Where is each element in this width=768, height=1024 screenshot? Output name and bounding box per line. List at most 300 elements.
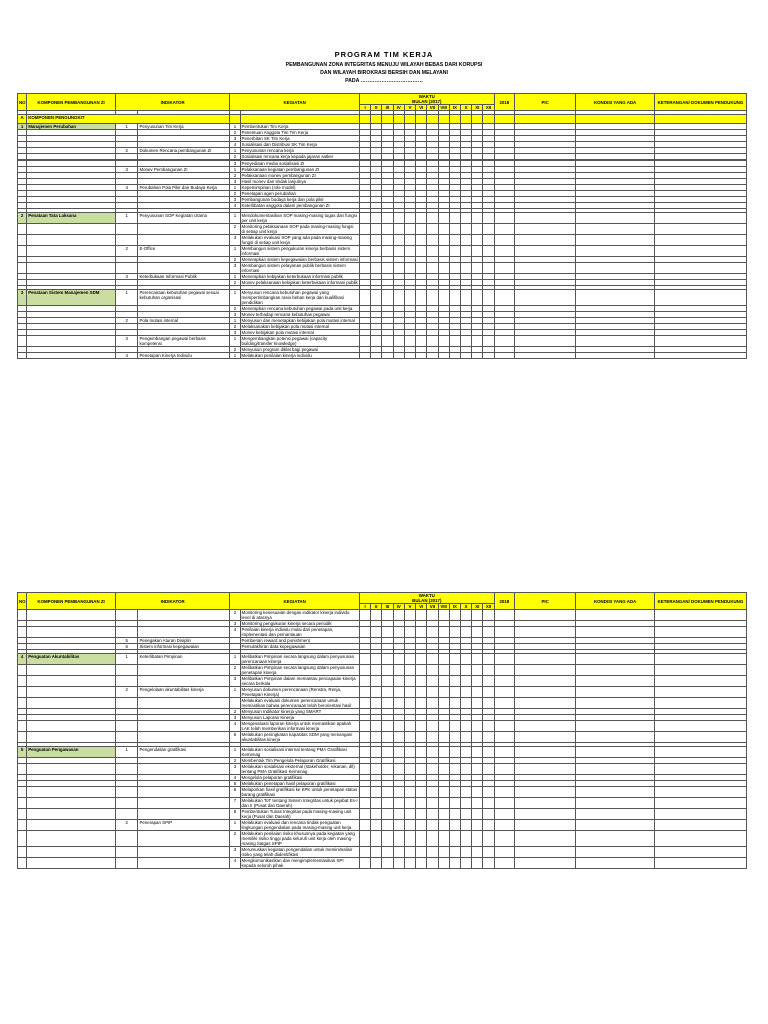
month-cell xyxy=(416,787,427,798)
month-cell xyxy=(382,831,393,847)
month-cell xyxy=(483,809,494,820)
activity-name: Melakukan penilaian risiko khususnya pada kegiatan yang memiliki risiko tinggi pada seluruh unit kerja oleh masing-masing Satgas SPIP xyxy=(240,831,359,847)
month-cell xyxy=(483,353,494,359)
pic-cell xyxy=(515,336,576,347)
month-cell xyxy=(371,224,382,235)
month-cell xyxy=(393,213,404,224)
indicator-number: 2 xyxy=(116,820,138,831)
table-row xyxy=(18,787,747,798)
month-cell xyxy=(427,809,438,820)
component-name xyxy=(27,798,116,809)
activity-number: 3 xyxy=(230,847,240,858)
component-name xyxy=(27,627,116,638)
component-number xyxy=(18,787,27,798)
header-month: VIII xyxy=(438,105,449,111)
section-cell xyxy=(382,115,393,124)
year-2018-cell xyxy=(494,858,514,869)
indicator-number xyxy=(116,732,138,743)
pic-cell xyxy=(515,831,576,847)
keterangan-cell xyxy=(654,847,746,858)
month-cell xyxy=(472,224,483,235)
month-cell xyxy=(404,747,415,758)
keterangan-cell xyxy=(654,809,746,820)
pic-cell xyxy=(515,665,576,676)
indicator-name xyxy=(138,676,230,687)
indicator-number: 1 xyxy=(116,124,138,130)
activity-number: 8 xyxy=(230,809,240,820)
indicator-number xyxy=(116,235,138,246)
activity-number: 2 xyxy=(230,257,240,263)
component-number xyxy=(18,721,27,732)
month-cell xyxy=(483,732,494,743)
indicator-number: 1 xyxy=(116,747,138,758)
keterangan-cell xyxy=(654,654,746,665)
indicator-name: Dokumen Rencana pembangunan ZI xyxy=(138,148,230,154)
month-cell xyxy=(382,798,393,809)
pic-cell xyxy=(515,847,576,858)
activity-number: 4 xyxy=(230,142,240,148)
pic-cell xyxy=(515,698,576,709)
month-cell xyxy=(382,847,393,858)
month-cell xyxy=(404,809,415,820)
activity-number: 3 xyxy=(230,263,240,274)
month-cell xyxy=(404,831,415,847)
month-cell xyxy=(393,336,404,347)
activity-name: Menerapkan kebijakan keterbukaan informasi publik xyxy=(240,274,359,280)
month-cell xyxy=(359,353,370,359)
doc-title: PROGRAM TIM KERJA xyxy=(334,50,434,59)
section-cell xyxy=(416,115,427,124)
month-cell xyxy=(416,224,427,235)
activity-name: Kepemimpinan (role model) xyxy=(240,185,359,191)
month-cell xyxy=(371,721,382,732)
month-cell xyxy=(416,627,427,638)
month-cell xyxy=(483,764,494,775)
indicator-number xyxy=(116,610,138,621)
month-cell xyxy=(449,732,460,743)
month-cell xyxy=(449,698,460,709)
table-row xyxy=(18,290,747,306)
activity-number: 1 xyxy=(230,687,240,698)
table-row xyxy=(18,213,747,224)
keterangan-cell xyxy=(654,820,746,831)
kondisi-cell xyxy=(576,721,655,732)
pic-cell xyxy=(515,747,576,758)
month-cell xyxy=(427,627,438,638)
month-cell xyxy=(427,353,438,359)
month-cell xyxy=(472,831,483,847)
kondisi-cell xyxy=(576,654,655,665)
month-cell xyxy=(404,627,415,638)
month-cell xyxy=(404,610,415,621)
month-cell xyxy=(460,820,471,831)
year-2018-cell xyxy=(494,764,514,775)
month-cell xyxy=(427,721,438,732)
month-cell xyxy=(449,809,460,820)
activity-number: 1 xyxy=(230,274,240,280)
activity-name: Melakukan evaluasi dokumen perencanaan untuk memastikan bahwa perencanaan telah berorientasi hasil xyxy=(240,698,359,709)
month-cell xyxy=(460,263,471,274)
month-cell xyxy=(416,336,427,347)
indicator-name xyxy=(138,665,230,676)
month-cell xyxy=(393,246,404,257)
month-cell xyxy=(371,246,382,257)
kondisi-cell xyxy=(576,263,655,274)
month-cell xyxy=(460,732,471,743)
month-cell xyxy=(438,336,449,347)
year-2018-cell xyxy=(494,353,514,359)
month-cell xyxy=(371,831,382,847)
header-month: IX xyxy=(449,604,460,610)
activity-number: 2 xyxy=(230,280,240,286)
pic-cell xyxy=(515,820,576,831)
header-pic: PIC xyxy=(515,593,576,610)
month-cell xyxy=(483,787,494,798)
section-cell xyxy=(515,115,576,124)
month-cell xyxy=(438,213,449,224)
header-month: I xyxy=(359,105,370,111)
activity-number: 2 xyxy=(230,224,240,235)
keterangan-cell xyxy=(654,353,746,359)
month-cell xyxy=(416,654,427,665)
month-cell xyxy=(404,820,415,831)
pic-cell xyxy=(515,224,576,235)
activity-name: Melibatkan Pimpinan secara langsung dalam penyusunan penetapan kinerja xyxy=(240,665,359,676)
month-cell xyxy=(371,263,382,274)
indicator-number: 2 xyxy=(116,148,138,154)
indicator-name xyxy=(138,764,230,775)
month-cell xyxy=(404,263,415,274)
activity-name: Monitoring kesesuaian dengan indikator kinerja individu level di atasnya xyxy=(240,610,359,621)
month-cell xyxy=(359,224,370,235)
activity-name: Hasil monev dan tindak lanjutnya xyxy=(240,179,359,185)
indicator-name xyxy=(138,732,230,743)
month-cell xyxy=(371,809,382,820)
month-cell xyxy=(460,764,471,775)
month-cell xyxy=(438,627,449,638)
activity-number: 2 xyxy=(230,154,240,160)
section-cell xyxy=(654,115,746,124)
month-cell xyxy=(460,224,471,235)
activity-number: 2 xyxy=(230,610,240,621)
month-cell xyxy=(416,353,427,359)
month-cell xyxy=(393,787,404,798)
month-cell xyxy=(460,858,471,869)
indicator-number xyxy=(116,676,138,687)
activity-name: Melakukan penetapan hasil pelaporan gratifikasi xyxy=(240,781,359,787)
kondisi-cell xyxy=(576,213,655,224)
activity-name: Melibatkan Pimpinan secara langsung dalam penyusunan perencanaan kinerja xyxy=(240,654,359,665)
month-cell xyxy=(404,336,415,347)
pic-cell xyxy=(515,235,576,246)
month-cell xyxy=(393,747,404,758)
kondisi-cell xyxy=(576,831,655,847)
component-number: 5 xyxy=(18,747,27,758)
month-cell xyxy=(382,809,393,820)
month-cell xyxy=(416,610,427,621)
month-cell xyxy=(404,654,415,665)
month-cell xyxy=(404,687,415,698)
month-cell xyxy=(382,610,393,621)
indicator-number xyxy=(116,847,138,858)
activity-name: Sosialisasi rencana kerja kepada jajaran satker xyxy=(240,154,359,160)
month-cell xyxy=(371,764,382,775)
kondisi-cell xyxy=(576,820,655,831)
table-row xyxy=(18,858,747,869)
indicator-number xyxy=(116,721,138,732)
month-cell xyxy=(382,235,393,246)
keterangan-cell xyxy=(654,246,746,257)
table-row xyxy=(18,831,747,847)
activity-number: 3 xyxy=(230,197,240,203)
component-number xyxy=(18,858,27,869)
month-cell xyxy=(472,764,483,775)
month-cell xyxy=(472,610,483,621)
month-cell xyxy=(483,224,494,235)
kondisi-cell xyxy=(576,290,655,306)
month-cell xyxy=(393,235,404,246)
month-cell xyxy=(460,246,471,257)
year-2018-cell xyxy=(494,610,514,621)
header-month: XII xyxy=(483,105,494,111)
table-row xyxy=(18,353,747,359)
activity-name: Melakukan penilaian kinerja individu xyxy=(240,353,359,359)
month-cell xyxy=(438,820,449,831)
activity-name: Mengkomunikasikan dan mengimplementasikan SPI kepada seluruh pihak xyxy=(240,858,359,869)
component-name xyxy=(27,263,116,274)
table-row xyxy=(18,665,747,676)
month-cell xyxy=(472,687,483,698)
indicator-number xyxy=(116,627,138,638)
month-cell xyxy=(483,263,494,274)
month-cell xyxy=(359,654,370,665)
component-name xyxy=(27,336,116,347)
month-cell xyxy=(393,627,404,638)
pic-cell xyxy=(515,263,576,274)
keterangan-cell xyxy=(654,721,746,732)
month-cell xyxy=(427,213,438,224)
year-2018-cell xyxy=(494,687,514,698)
month-cell xyxy=(371,687,382,698)
activity-number: 1 xyxy=(230,820,240,831)
table-row xyxy=(18,246,747,257)
activity-number: 4 xyxy=(230,721,240,732)
month-cell xyxy=(472,627,483,638)
kondisi-cell xyxy=(576,235,655,246)
month-cell xyxy=(393,798,404,809)
header-kegiatan: KEGIATAN xyxy=(230,593,360,610)
pic-cell xyxy=(515,798,576,809)
activity-name: Melakukan evaluasi SOP yang ada pada masing-masing fungsi di setiap unit kerja xyxy=(240,235,359,246)
indicator-name xyxy=(138,809,230,820)
activity-name: Mengevaluasi laporan kinerja untuk memastikan apakah LAK telah memberikan informasi kinerja xyxy=(240,721,359,732)
month-cell xyxy=(438,698,449,709)
component-name xyxy=(27,809,116,820)
month-cell xyxy=(438,610,449,621)
table-row xyxy=(18,336,747,347)
component-number: 4 xyxy=(18,654,27,665)
kondisi-cell xyxy=(576,224,655,235)
month-cell xyxy=(393,858,404,869)
program-table-page-1 xyxy=(17,93,747,359)
month-cell xyxy=(393,820,404,831)
year-2018-cell xyxy=(494,654,514,665)
component-name xyxy=(27,224,116,235)
month-cell xyxy=(438,858,449,869)
activity-number: 1 xyxy=(230,747,240,758)
activity-number: 2 xyxy=(230,758,240,764)
header-month: III xyxy=(382,105,393,111)
month-cell xyxy=(359,831,370,847)
month-cell xyxy=(359,610,370,621)
header-month: III xyxy=(382,604,393,610)
table-row xyxy=(18,687,747,698)
month-cell xyxy=(438,809,449,820)
indicator-number: 2 xyxy=(116,687,138,698)
activity-number: 4 xyxy=(230,203,240,209)
activity-name: Melaksanakan kebijakan pola mutasi internal xyxy=(240,324,359,330)
header-month: V xyxy=(404,604,415,610)
month-cell xyxy=(359,847,370,858)
activity-number: 5 xyxy=(230,781,240,787)
component-number xyxy=(18,235,27,246)
component-number xyxy=(18,676,27,687)
header-month: IV xyxy=(393,604,404,610)
year-2018-cell xyxy=(494,798,514,809)
keterangan-cell xyxy=(654,747,746,758)
month-cell xyxy=(483,235,494,246)
month-cell xyxy=(359,263,370,274)
month-cell xyxy=(427,246,438,257)
component-number xyxy=(18,665,27,676)
activity-name: Menyusun Indikator kinerja yang SMART xyxy=(240,709,359,715)
month-cell xyxy=(472,747,483,758)
activity-number: 2 xyxy=(230,665,240,676)
component-number xyxy=(18,732,27,743)
month-cell xyxy=(404,798,415,809)
year-2018-cell xyxy=(494,246,514,257)
month-cell xyxy=(404,224,415,235)
year-2018-cell xyxy=(494,698,514,709)
year-2018-cell xyxy=(494,263,514,274)
month-cell xyxy=(427,820,438,831)
component-name xyxy=(27,246,116,257)
month-cell xyxy=(404,858,415,869)
header-month: IX xyxy=(449,105,460,111)
activity-name: Melakukan evaluasi dan rencana tindak penguatan lingkungan pengendalian pada masing-masing unit kerja xyxy=(240,820,359,831)
component-name xyxy=(27,353,116,359)
month-cell xyxy=(371,627,382,638)
kondisi-cell xyxy=(576,665,655,676)
month-cell xyxy=(472,676,483,687)
activity-name: Menyusun dokumen perencanaan (Renstra, Renja, Penetapan Kinerja) xyxy=(240,687,359,698)
component-name xyxy=(27,687,116,698)
month-cell xyxy=(438,831,449,847)
activity-number xyxy=(230,698,240,709)
month-cell xyxy=(427,831,438,847)
month-cell xyxy=(359,665,370,676)
year-2018-cell xyxy=(494,721,514,732)
activity-number: 1 xyxy=(230,185,240,191)
keterangan-cell xyxy=(654,676,746,687)
month-cell xyxy=(449,610,460,621)
month-cell xyxy=(460,627,471,638)
month-cell xyxy=(427,858,438,869)
activity-name: Menyusun rencana kebutuhan pegawai yang mempertimbangkan rasio beban kerja dan kualifikasi pendidikan xyxy=(240,290,359,306)
indicator-number: 2 xyxy=(116,246,138,257)
header-month: VII xyxy=(427,604,438,610)
component-name: Penguatan Pengawasan xyxy=(27,747,116,758)
indicator-name: Penetapan Kinerja Individu xyxy=(138,353,230,359)
month-cell xyxy=(382,290,393,306)
month-cell xyxy=(416,858,427,869)
indicator-name xyxy=(138,787,230,798)
month-cell xyxy=(460,235,471,246)
month-cell xyxy=(449,353,460,359)
component-number xyxy=(18,698,27,709)
header-indikator: INDIKATOR xyxy=(116,593,230,610)
month-cell xyxy=(382,764,393,775)
month-cell xyxy=(382,336,393,347)
activity-name: Melakukan ToT tentang Sistem Integritas untuk pejabat Es-I dan II (Pusat dan Daerah) xyxy=(241,798,358,808)
component-name xyxy=(27,831,116,847)
month-cell xyxy=(382,721,393,732)
month-cell xyxy=(472,290,483,306)
month-cell xyxy=(404,235,415,246)
month-cell xyxy=(393,676,404,687)
kondisi-cell xyxy=(576,858,655,869)
activity-name: Membentuk Tim Pengelola Pelaporan Gratifikasi xyxy=(240,758,359,764)
component-name: Penataan Sistem Manajemen SDM xyxy=(27,290,116,306)
month-cell xyxy=(371,290,382,306)
month-cell xyxy=(449,224,460,235)
month-cell xyxy=(359,627,370,638)
activity-name: Melakukan sosialisasi internal tentang PMA Gratifikasi Kemenag xyxy=(240,747,359,758)
month-cell xyxy=(472,721,483,732)
pic-cell xyxy=(515,213,576,224)
activity-name: Melaporkan hasil gratifikasi ke KPK untuk penetapan status barang gratifikasi xyxy=(240,787,359,798)
month-cell xyxy=(393,290,404,306)
header-komponen: KOMPONEN PEMBANGUNAN ZI xyxy=(27,94,116,111)
component-name xyxy=(27,847,116,858)
kondisi-cell xyxy=(576,787,655,798)
month-cell xyxy=(382,246,393,257)
activity-number: 2 xyxy=(230,130,240,136)
kondisi-cell xyxy=(576,676,655,687)
month-cell xyxy=(472,847,483,858)
activity-number: 2 xyxy=(230,191,240,197)
month-cell xyxy=(371,610,382,621)
activity-number: 1 xyxy=(230,148,240,154)
indicator-number xyxy=(116,665,138,676)
header-month: II xyxy=(371,105,382,111)
year-2018-cell xyxy=(494,732,514,743)
section-cell xyxy=(438,115,449,124)
indicator-name: Pengembangan pegawai berbasis kompetensi xyxy=(138,336,230,347)
component-name: Penguatan Akuntabilitas xyxy=(27,654,116,665)
month-cell xyxy=(460,831,471,847)
indicator-name xyxy=(138,610,230,621)
activity-number: 3 xyxy=(230,179,240,185)
month-cell xyxy=(449,820,460,831)
table-row xyxy=(18,747,747,758)
month-cell xyxy=(416,290,427,306)
indicator-name: Penyusunan Tim Kerja xyxy=(138,124,230,130)
month-cell xyxy=(460,721,471,732)
indicator-number xyxy=(116,831,138,847)
activity-number: 6 xyxy=(230,787,240,798)
activity-number: 3 xyxy=(230,621,240,627)
